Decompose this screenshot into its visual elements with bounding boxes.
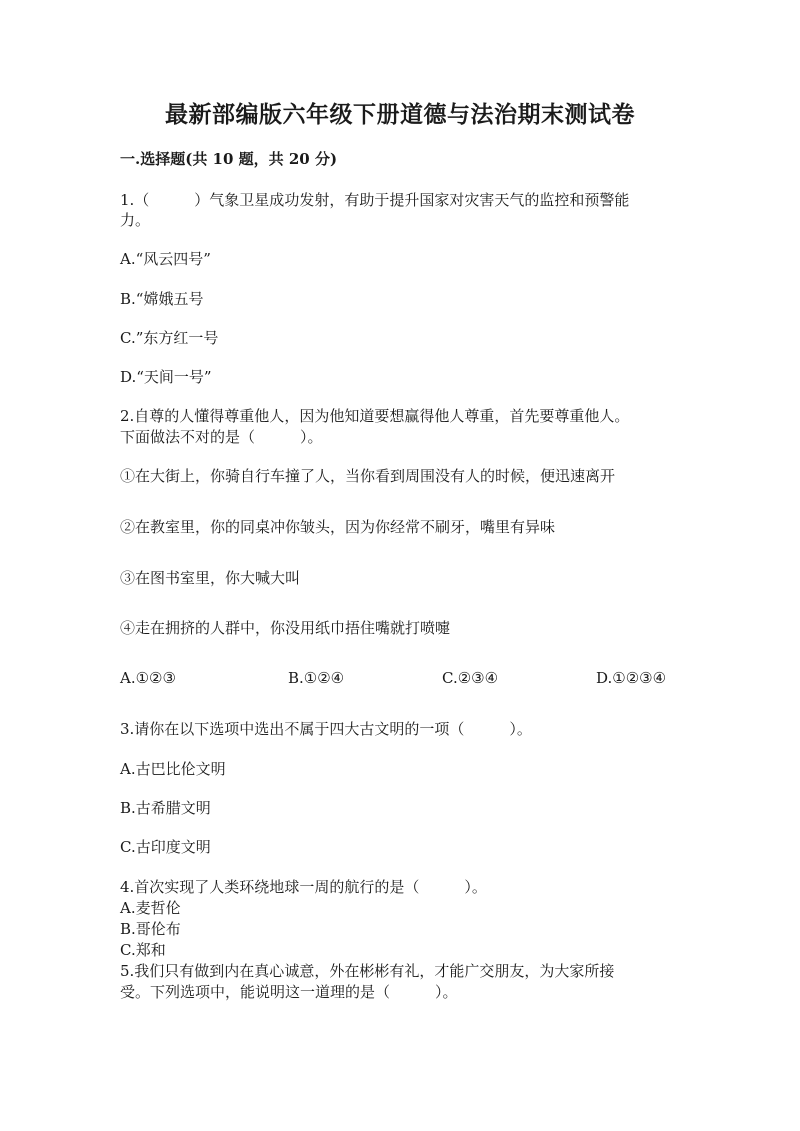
question-5-text: 5.我们只有做到内在真心诚意，外在彬彬有礼，才能广交朋友，为大家所接 <box>120 962 615 980</box>
question-2-option-c: C.②③④ <box>442 669 499 687</box>
section-heading: 一.选择题(共 10 题，共 20 分) <box>120 150 338 168</box>
question-5-text-cont: 受。下列选项中，能说明这一道理的是（ ）。 <box>120 983 458 1001</box>
question-1-text-cont: 力。 <box>120 211 151 229</box>
question-1-option-d: D.“天间一号” <box>120 368 212 386</box>
question-3-option-b: B.古希腊文明 <box>120 799 211 817</box>
question-2-item-4: ④走在拥挤的人群中，你没用纸巾捂住嘴就打喷嚏 <box>120 619 451 637</box>
question-2-item-3: ③在图书室里，你大喊大叫 <box>120 569 301 587</box>
question-2-item-2: ②在教室里，你的同桌冲你皱头，因为你经常不刷牙，嘴里有异味 <box>120 518 556 536</box>
question-1-option-c: C.”东方红一号 <box>120 329 219 347</box>
page-title: 最新部编版六年级下册道德与法治期末测试卷 <box>165 101 635 128</box>
question-3-text: 3.请你在以下选项中选出不属于四大古文明的一项（ ）。 <box>120 720 532 738</box>
question-1-text: 1.（ ）气象卫星成功发射，有助于提升国家对灾害天气的监控和预警能 <box>120 191 630 209</box>
question-4-text: 4.首次实现了人类环绕地球一周的航行的是（ ）。 <box>120 878 487 896</box>
question-2-option-b: B.①②④ <box>288 669 345 687</box>
question-1-option-a: A.“风云四号” <box>120 250 211 268</box>
question-3-option-a: A.古巴比伦文明 <box>120 760 226 778</box>
question-4-option-a: A.麦哲伦 <box>120 899 181 917</box>
question-2-option-d: D.①②③④ <box>596 669 667 687</box>
question-4-option-c: C.郑和 <box>120 941 166 959</box>
question-2-item-1: ①在大街上，你骑自行车撞了人，当你看到周围没有人的时候，便迅速离开 <box>120 467 616 485</box>
question-1-option-b: B.“嫦娥五号 <box>120 290 204 308</box>
question-2-text-cont: 下面做法不对的是（ ）。 <box>120 428 323 446</box>
question-4-option-b: B.哥伦布 <box>120 920 181 938</box>
question-3-option-c: C.古印度文明 <box>120 838 211 856</box>
question-2-option-a: A.①②③ <box>120 669 176 687</box>
question-2-text: 2.自尊的人懂得尊重他人，因为他知道要想赢得他人尊重，首先要尊重他人。 <box>120 407 630 425</box>
